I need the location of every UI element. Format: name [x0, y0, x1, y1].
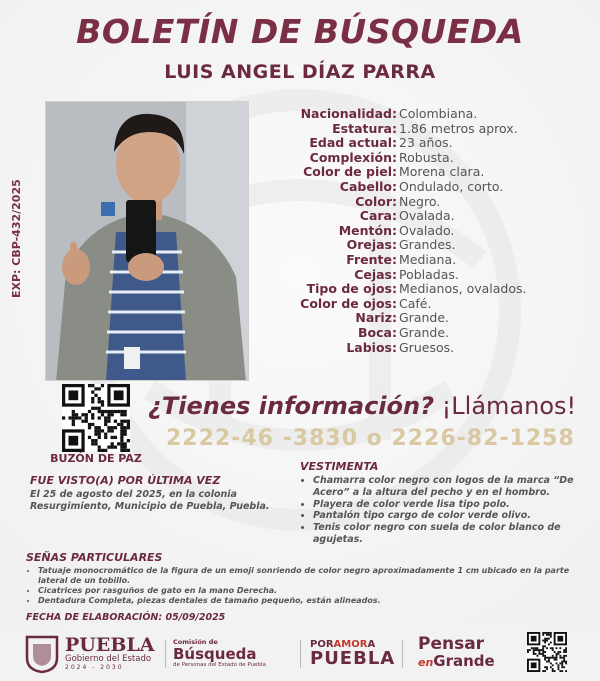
attribute-value: Gruesos. — [399, 339, 455, 355]
gobierno-years: 2024 - 2030 — [65, 664, 124, 671]
attribute-label: Cara: — [359, 208, 397, 224]
footer-divider — [165, 640, 166, 668]
attribute-value: Grande. — [399, 310, 450, 326]
attribute-row — [280, 341, 590, 356]
attribute-label: Color de ojos: — [300, 295, 397, 311]
attribute-value: Colombiana. — [399, 106, 478, 121]
attribute-label: Labios: — [346, 339, 397, 355]
attribute-label: Cejas: — [354, 266, 397, 282]
attribute-value: Ovalada. — [399, 208, 455, 224]
attribute-value: 23 años. — [399, 135, 453, 151]
attribute-label: Estatura: — [332, 120, 397, 136]
person-name: LUIS ANGEL DÍAZ PARRA — [164, 61, 436, 83]
attribute-value: Negro. — [399, 193, 441, 209]
pensar-en-grande-logo — [418, 626, 495, 681]
puebla-wordmark: PUEBLA — [65, 634, 155, 656]
marks-section — [26, 551, 591, 606]
attribute-row — [280, 238, 590, 253]
attribute-value: Morena clara. — [399, 164, 485, 180]
last-seen-heading: FUE VISTO(A) POR ÚLTIMA VEZ — [30, 474, 221, 487]
attribute-value: Grandes. — [399, 237, 456, 253]
attribute-label: Edad actual: — [309, 135, 397, 151]
puebla-label: PUEBLA — [310, 648, 396, 669]
por-word: POR — [310, 639, 334, 650]
grande-word: Grande — [433, 652, 495, 670]
comision-small-label: Comisión de — [173, 638, 218, 646]
attribute-label: Orejas: — [346, 237, 397, 253]
attribute-value: Café. — [399, 295, 432, 311]
attribute-value: Ondulado, corto. — [399, 178, 504, 194]
attribute-label: Complexión: — [309, 149, 397, 165]
attribute-row — [280, 282, 590, 297]
attribute-row — [280, 165, 590, 180]
last-seen-section — [30, 474, 300, 513]
bulletin-title: BOLETÍN DE BÚSQUEDA — [76, 12, 524, 51]
mark-item: • Tatuaje monocromático de la figura de un emoji sonriendo de color negro aproximadamente 1 cm ubicado en la parte lateral de un tobillo. — [38, 566, 591, 586]
por-amor-a-puebla-logo — [310, 626, 395, 681]
attribute-row — [280, 180, 590, 195]
attribute-row — [280, 326, 590, 341]
amor-word: AMOR — [333, 639, 368, 650]
attribute-row — [280, 107, 590, 122]
attribute-value: Medianos, ovalados. — [399, 281, 527, 297]
attribute-row — [280, 151, 590, 166]
attribute-value: Ovalado. — [399, 222, 455, 238]
attribute-label: Color: — [355, 193, 397, 209]
attribute-row — [280, 195, 590, 210]
attribute-row — [280, 136, 590, 151]
en-grande-label — [418, 653, 495, 671]
clothing-item: • Playera de color verde lisa tipo polo. — [313, 499, 585, 511]
clothing-item: • Chamarra color negro con logos de la marca “De Acero” a la altura del pecho y en el hombro. — [313, 475, 585, 499]
en-word: en — [418, 656, 434, 669]
attribute-value: Mediana. — [399, 251, 457, 267]
attribute-value: Pobladas. — [399, 266, 459, 282]
attribute-row — [280, 268, 590, 283]
mark-item: • Dentadura Completa, piezas dentales de tamaño pequeño, están alineados. — [38, 596, 591, 606]
qr-code[interactable] — [62, 384, 130, 452]
attribute-value: 1.86 metros aprox. — [399, 120, 518, 136]
footer-logos — [0, 626, 600, 681]
attribute-label: Mentón: — [338, 222, 397, 238]
attribute-label: Nacionalidad: — [300, 106, 397, 121]
attribute-row — [280, 209, 590, 224]
expedient-number: EXP: CBP-432/2025 — [10, 179, 23, 298]
footer-divider — [300, 640, 301, 668]
clothing-item: • Tenis color negro con suela de color blanco de agujetas. — [313, 522, 585, 546]
mark-item: • Cicatrices por rasguños de gato en la mano Derecha. — [38, 586, 591, 596]
attribute-label: Tipo de ojos: — [306, 281, 397, 297]
clothing-section — [300, 460, 585, 546]
call-us: ¡Llámanos! — [441, 392, 577, 420]
comision-tiny-label: de Personas del Estado de Puebla — [173, 662, 266, 668]
footer-divider — [402, 640, 403, 668]
clothing-item: • Pantalón tipo cargo de color verde olivo. — [313, 510, 585, 522]
attribute-label: Color de piel: — [303, 164, 397, 180]
person-photo — [45, 101, 249, 381]
attribute-row — [280, 253, 590, 268]
a-word: A — [367, 639, 376, 650]
comision-big-label: Búsqueda — [173, 645, 257, 663]
attribute-row — [280, 224, 590, 239]
attributes-list — [280, 107, 590, 355]
marks-heading: SEÑAS PARTICULARES — [26, 551, 163, 564]
attribute-label: Frente: — [346, 251, 397, 267]
creation-date: FECHA DE ELABORACIÓN: 05/09/2025 — [26, 612, 226, 623]
attribute-row — [280, 122, 590, 137]
attribute-row — [280, 297, 590, 312]
attribute-label: Nariz: — [355, 310, 397, 326]
pensar-word: Pensar — [418, 634, 485, 654]
attribute-value: Robusta. — [399, 149, 454, 165]
gobierno-label: Gobierno del Estado — [65, 654, 152, 664]
footer-qr-code[interactable] — [527, 632, 567, 672]
comision-logo — [173, 626, 266, 681]
last-seen-text: El 25 de agosto del 2025, en la colonia Resurgimiento, Municipio de Puebla, Puebla. — [30, 489, 270, 512]
puebla-government-logo — [24, 626, 155, 681]
info-prompt — [148, 392, 576, 420]
info-question: ¿Tienes información? — [148, 392, 435, 420]
puebla-shield-icon — [24, 634, 60, 674]
phone-numbers[interactable]: 2222-46 -3830 o 2226-82-1258 — [166, 426, 575, 451]
buzon-de-paz-label: BUZÓN DE PAZ — [50, 452, 142, 465]
attribute-row — [280, 311, 590, 326]
clothing-heading: VESTIMENTA — [300, 460, 379, 473]
attribute-value: Grande. — [399, 324, 450, 340]
attribute-label: Cabello: — [339, 178, 397, 194]
attribute-label: Boca: — [358, 324, 397, 340]
